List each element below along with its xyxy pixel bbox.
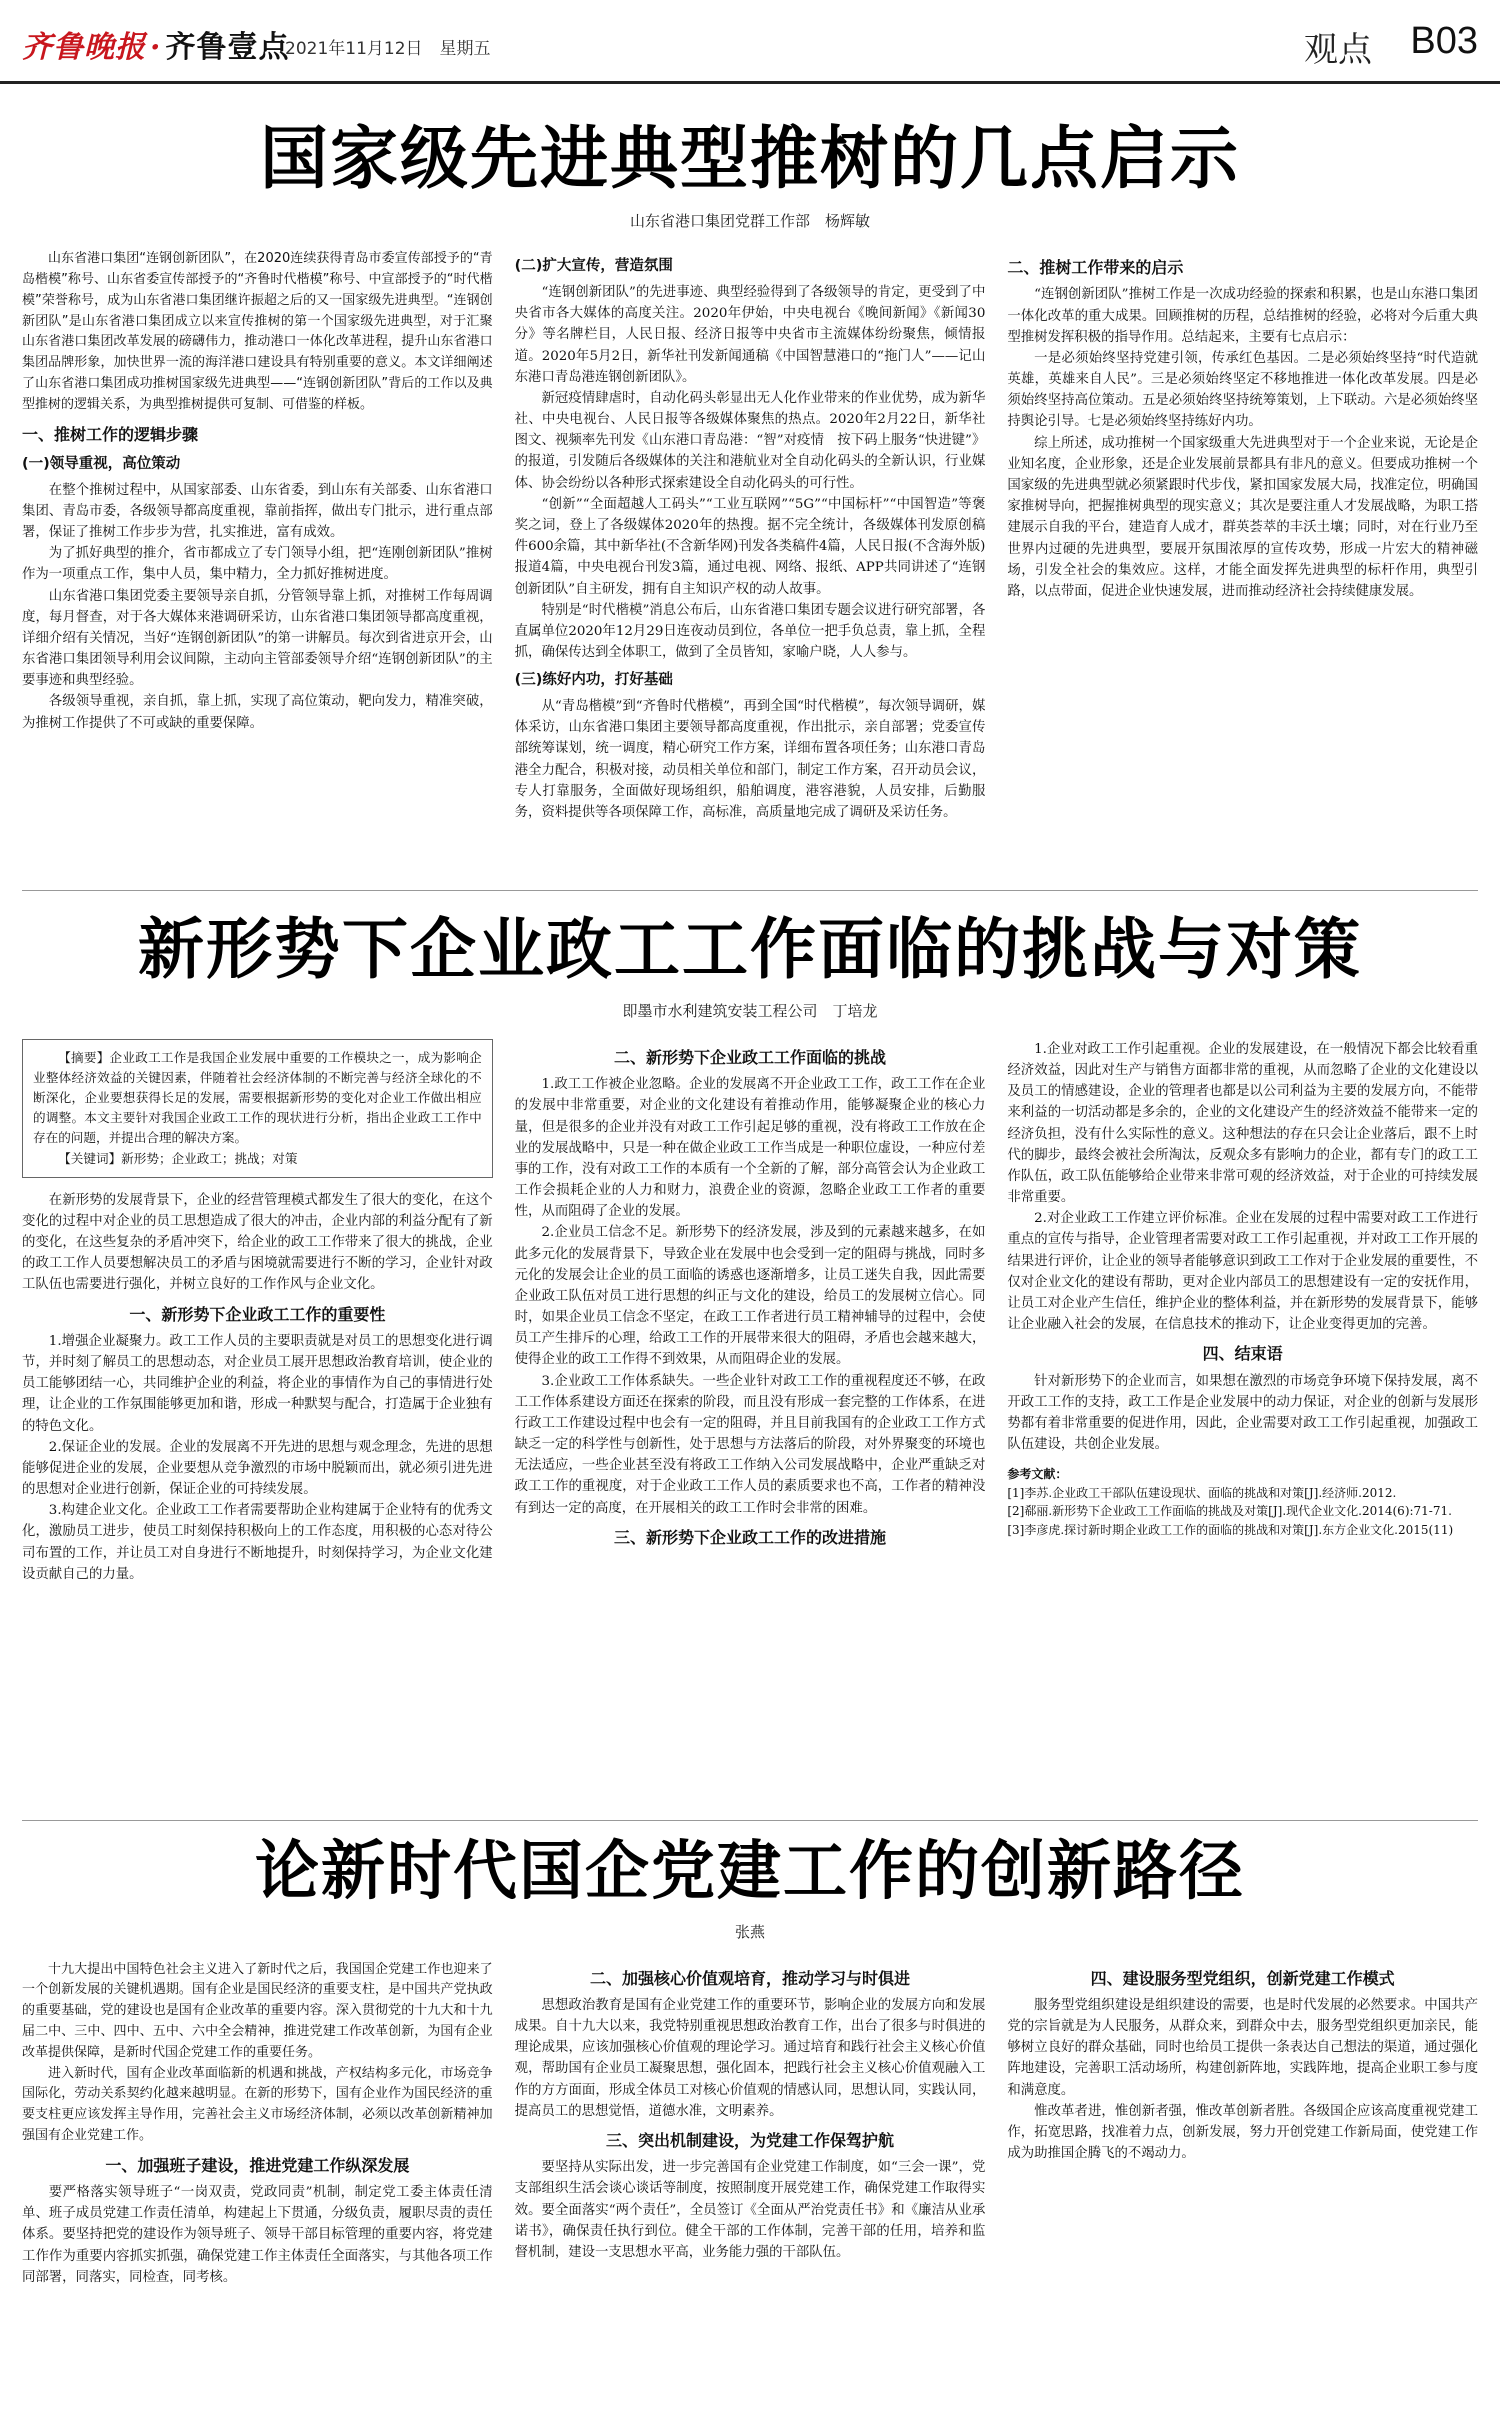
reference-item: [2]郗丽.新形势下企业政工工作面临的挑战及对策[J].现代企业文化.2014(6):71-71.	[1007, 1504, 1452, 1519]
paragraph: 新冠疫情肆虐时，自动化码头彰显出无人化作业带来的作业优势，成为新华社、中央电视台、人民日报等各级媒体聚焦的热点。2020年2月22日，新华社图文、视频率先刊发《山东港口青岛港：“智”对疫情 按下码上服务“快进键”》的报道，引发随后各级媒体的关注和港航业对全自动化码头的全新认识，行业媒体、协会纷纷以各种形式探索建设全自动化码头的可行性。	[514, 390, 986, 491]
article-2-col-1	[22, 1039, 493, 1809]
article-3-title: 论新时代国企党建工作的创新路径	[255, 1834, 1245, 1909]
paragraph: 3.企业政工工作体系缺失。一些企业针对政工工作的重视程度还不够，在政工工作体系建设方面还在探索的阶段，而且没有形成一套完整的工作体系，在进行政工工作建设过程中也会有一定的阻碍，并且目前我国有的企业政工工作方式缺乏一定的科学性与创新性，处于思想与方法落后的阶段，对外界聚变的环境也无法适应，一些企业甚至没有将政工工作纳入公司发展战略中，企业严重缺乏对政工工作的重视度，对于企业政工工作人员的素质要求也不高，工作者的精神没有到达一定的高度，在开展相关的政工工作时会非常的困难。	[514, 1373, 986, 1516]
article-3-byline: 张燕	[734, 1922, 765, 1941]
page-number: B03	[1410, 20, 1478, 62]
article-1-col-2	[515, 249, 986, 859]
sub-heading: (二)扩大宣传，营造氛围	[514, 258, 673, 275]
paragraph: 从“青岛楷模”到“齐鲁时代楷模”，再到全国“时代楷模”，每次领导调研，媒体采访，山东省港口集团主要领导都高度重视，作出批示，亲自部署；党委宣传部统筹谋划，统一调度，精心研究工作方案，详细布置各项任务；山东港口青岛港全力配合，积极对接，动员相关单位和部门，制定工作方案，召开动员会议，专人打靠服务，全面做好现场组织，船舶调度，港容港貌，人员安排，后勤服务，资料提供等各项保障工作，高标准，高质量地完成了调研及采访任务。	[514, 699, 986, 820]
section-heading: 三、突出机制建设，为党建工作保驾护航	[606, 2130, 895, 2150]
abstract-box	[22, 1039, 493, 1178]
section-heading: 四、建设服务型党组织，创新党建工作模式	[1090, 1968, 1395, 1988]
article-1-byline: 山东省港口集团党群工作部 杨辉敏	[629, 212, 870, 231]
section-heading: 二、推树工作带来的启示	[1007, 258, 1184, 278]
paragraph: “创新”“全面超越人工码头”“工业互联网”“5G”“中国标杆”“中国智造”等褒奖之词，登上了各级媒体2020年的热搜。据不完全统计，各级媒体刊发原创稿件600余篇，其中新华社(不含新华网)刊发各类稿件4篇，人民日报(不含海外版)报道4篇，中央电视台刊发3篇，通过电视、网络、报纸、APP共同讲述了“连钢创新团队”自主研发，拥有自主知识产权的动人故事。	[514, 496, 986, 597]
paragraph: 3.构建企业文化。企业政工工作者需要帮助企业构建属于企业特有的优秀文化，激励员工进步，使员工时刻保持积极向上的工作态度，用积极的心态对待公司布置的工作，并让员工对自身进行不断地提升，时刻保持学习，为企业文化建设贡献自己的力量。	[22, 1503, 493, 1582]
article-3-col-1	[22, 1960, 493, 2390]
paragraph: 特别是“时代楷模”消息公布后，山东省港口集团专题会议进行研究部署，各直属单位2020年12月29日连夜动员到位，各单位一把手负总责，靠上抓，全程抓，确保传达到全体职工，做到了全员皆知，家喻户晓，人人参与。	[514, 602, 986, 661]
paragraph: 1.企业对政工工作引起重视。企业的发展建设，在一般情况下都会比较看重经济效益，因此对生产与销售方面都非常的重视，从而忽略了企业的文化建设以及员工的情感建设，企业的管理者也都是以公司利益为主要的发展方向，不能带来利益的一切活动都是多余的，企业的文化建设产生的经济效益不能带来一定的经济负担，没有什么实际性的意义。这种想法的存在只会让企业落后，跟不上时代的脚步，最终会被社会所淘汰，反观众多有影响力的企业，都有专门的政工工作队伍，政工队伍能够给企业带来非常可观的经济效益，对于企业的可持续发展非常重要。	[1007, 1041, 1479, 1206]
issue-date: 2021年11月12日 星期五	[285, 39, 491, 59]
abstract-text: 【摘要】企业政工工作是我国企业发展中重要的工作模块之一，成为影响企业整体经济效益的关键因素，伴随着社会经济体制的不断完善与经济全球化的不断深化，企业要想获得长足的发展，需要根据新形势的变化对企业工作做出相应的调整。本文主要针对我国企业政工工作的现状进行分析，指出企业政工工作中存在的问题，并提出合理的解决方案。	[33, 1049, 482, 1146]
paragraph: 各级领导重视，亲自抓，靠上抓，实现了高位策动，靶向发力，精准突破，为推树工作提供了不可或缺的重要保障。	[22, 694, 493, 731]
references	[1007, 1465, 1478, 1539]
section-heading: 三、新形势下企业政工工作的改进措施	[614, 1527, 887, 1547]
paragraph: 思想政治教育是国有企业党建工作的重要环节，影响企业的发展方向和发展成果。自十九大以来，我党特别重视思想政治教育工作，出台了很多与时俱进的理论成果，应该加强核心价值观的理论学习。通过培育和践行社会主义核心价值观，帮助国有企业员工凝聚思想，强化固本，把践行社会主义核心价值观融入工作的方方面面，形成全体员工对核心价值观的情感认同，思想认同，实践认同，提高员工的思想觉悟，道德水准，文明素养。	[514, 1997, 986, 2119]
section-heading: 二、新形势下企业政工工作面临的挑战	[614, 1047, 887, 1067]
section-heading: 一、新形势下企业政工工作的重要性	[129, 1304, 386, 1324]
paragraph: 在新形势的发展背景下，企业的经营管理模式都发生了很大的变化，在这个变化的过程中对企业的员工思想造成了很大的冲击，企业内部的利益分配有了新的变化，在这些复杂的矛盾冲突下，给企业的政工工作带来了很大的挑战，企业的政工工作人员要想解决员工的矛盾与困境就需要进行不断的学习，企业针对政工队伍也需要进行强化，并树立良好的工作作风与企业文化。	[22, 1192, 493, 1293]
article-1-lead: 山东省港口集团“连钢创新团队”，在2020连续获得青岛市委宣传部授予的“青岛楷模”称号、山东省委宣传部授予的“齐鲁时代楷模”称号、中宣部授予的“时代楷模”荣誉称号，成为山东省港口集团继许振超之后的又一国家级先进典型。“连钢创新团队”是山东省港口集团成立以来宣传推树的第一个国家级先进典型，对于汇聚山东省港口集团改革发展的磅礴伟力，推动港口一体化改革进程，提升山东省港口集团品牌形象，加快世界一流的海洋港口建设具有特别重要的意义。本文详细阐述了山东省港口集团成功推树国家级先进典型——“连钢创新团队”背后的工作以及典型推树的逻辑关系，为典型推树提供可复制、可借鉴的样板。	[22, 251, 493, 412]
article-2-title: 新形势下企业政工工作面临的挑战与对策	[138, 910, 1362, 988]
article-2-col-3	[1007, 1039, 1478, 1809]
article-1-col-3	[1007, 249, 1478, 859]
masthead	[0, 0, 1500, 84]
article-1-col-1	[22, 249, 493, 859]
paragraph: 综上所述，成功推树一个国家级重大先进典型对于一个企业来说，无论是企业知名度，企业形象，还是企业发展前景都具有非凡的意义。但要成功推树一个国家级的先进典型就必须紧跟时代步伐，紧扣国家发展大局，找准定位，明确国家推树导向，把握推树典型的现实意义；其次是要注重人才发展战略，为职工搭建展示自我的平台，建造育人成才，群英荟萃的丰沃土壤；同时，对在行业乃至世界内过硬的先进典型，要展开氛围浓厚的宣传攻势，形成一片宏大的精神磁场，引发全社会的集效应。这样，才能全面发挥先进典型的标杆作用，典型引路，以点带面，促进企业快速发展，进而推动经济社会持续健康发展。	[1007, 435, 1479, 599]
paragraph: 要严格落实领导班子“一岗双责，党政同责”机制，制定党工委主体责任清单、班子成员党建工作责任清单，构建起上下贯通，分级负责，履职尽责的责任体系。要坚持把党的建设作为领导班子、领导干部目标管理的重要内容，将党建工作作为重要内容抓实抓强，确保党建工作主体责任全面落实，与其他各项工作同部署，同落实，同检查，同考核。	[22, 2185, 493, 2285]
paragraph: 一是必须始终坚持党建引领，传承红色基因。二是必须始终坚持“时代造就英雄，英雄来自人民”。三是必须始终坚定不移地推进一体化改革发展。四是必须始终坚持高位策动。五是必须始终坚持统筹策划，上下联动。六是必须始终坚持舆论引导。七是必须始终坚持练好内功。	[1007, 350, 1479, 430]
paragraph: 2.保证企业的发展。企业的发展离不开先进的思想与观念理念，先进的思想能够促进企业的发展，企业要想从竞争激烈的市场中脱颖而出，就必须引进先进的思想对企业进行创新，保证企业的可持续发展。	[22, 1439, 493, 1498]
paragraph: 2.企业员工信念不足。新形势下的经济发展，涉及到的元素越来越多，在如此多元化的发展背景下，导致企业在发展中也会受到一定的阻碍与挑战，同时多元化的发展会让企业的员工面临的诱惑也逐渐增多，让员工迷失自我，因此需要企业政工队伍对员工进行思想的纠正与文化的建设，给员工的发展树立信心。同时，如果企业员工信念不坚定，在政工工作者进行员工精神辅导的过程中，会使员工产生排斥的心理，给政工工作的开展带来很大的阻碍，矛盾也会越来越大，使得企业的政工工作得不到效果，从而阻碍企业的发展。	[514, 1225, 986, 1368]
paragraph: “连钢创新团队”的先进事迹、典型经验得到了各级领导的肯定，更受到了中央省市各大媒体的高度关注。2020年伊始，中央电视台《晚间新闻》《新闻30分》等名牌栏目，人民日报、经济日报等中央省市主流媒体纷纷聚焦，倾情报道。2020年5月2日，新华社刊发新闻通稿《中国智慧港口的“拖门人”——记山东港口青岛港连钢创新团队》。	[514, 285, 986, 385]
divider	[22, 890, 1478, 891]
paragraph: 惟改革者进，惟创新者强，惟改革创新者胜。各级国企应该高度重视党建工作，拓宽思路，找准着力点，创新发展，努力开创党建工作新局面，使党建工作成为助推国企腾飞的不竭动力。	[1007, 2103, 1479, 2162]
section-tag: 观点	[1304, 30, 1372, 70]
article-2	[22, 912, 1478, 1812]
article-1	[22, 120, 1478, 880]
article-3-col-2	[515, 1960, 986, 2390]
paragraph: 为了抓好典型的推介，省市都成立了专门领导小组，把“连刚创新团队”推树作为一项重点工作，集中人员，集中精力，全力抓好推树进度。	[22, 546, 493, 583]
article-1-title: 国家级先进典型推树的几点启示	[259, 119, 1240, 199]
article-3	[22, 1835, 1478, 2405]
article-2-byline: 即墨市水利建筑安装工程公司 丁培龙	[622, 1001, 878, 1020]
article-3-lead-2: 进入新时代，国有企业改革面临新的机遇和挑战，产权结构多元化，市场竞争国际化，劳动关系契约化越来越明显。在新的形势下，国有企业作为国民经济的重要支柱更应该发挥主导作用，完善社会主义市场经济体制，必须以改革创新精神加强国有企业党建工作。	[22, 2065, 493, 2143]
section-heading: 一、推树工作的逻辑步骤	[22, 424, 199, 444]
paragraph: 在整个推树过程中，从国家部委、山东省委，到山东有关部委、山东省港口集团、青岛市委，各级领导都高度重视，靠前指挥，做出专门批示，进行重点部署，保证了推树工作步步为营，扎实推进，富有成效。	[22, 482, 493, 541]
article-2-col-2	[515, 1039, 986, 1809]
sub-heading: (三)练好内功，打好基础	[514, 672, 673, 689]
paragraph: 要坚持从实际出发，进一步完善国有企业党建工作制度，如“三会一课”，党支部组织生活会谈心谈话等制度，按照制度开展党建工作，确保党建工作取得实效。要全面落实“两个责任”，全员签订《全面从严治党责任书》和《廉洁从业承诺书》，确保责任执行到位。健全干部的工作体制，完善干部的任用，培养和监督机制，建设一支思想水平高，业务能力强的干部队伍。	[514, 2160, 986, 2260]
paragraph: 2.对企业政工工作建立评价标准。企业在发展的过程中需要对政工工作进行重点的宣传与指导，企业管理者需要对政工工作引起重视，并对政工工作开展的结果进行评价，让企业的领导者能够意识到政工工作对于企业发展的重要性，不仅对企业文化的建设有帮助，更对企业内部员工的思想建设有一定的安抚作用，让员工对企业产生信任，维护企业的整体利益，并在新形势的发展背景下，能够让企业融入社会的发展，在信息技术的推动下，让企业变得更加的完善。	[1007, 1211, 1479, 1333]
paragraph: 针对新形势下的企业而言，如果想在激烈的市场竞争环境下保持发展，离不开政工工作的支持，政工工作是企业发展中的动力保证，对企业的创新与发展形势都有着非常重要的促进作用，因此，企业需要对政工工作引起重视，加强政工队伍建设，共创企业发展。	[1007, 1373, 1479, 1453]
paragraph: 服务型党组织建设是组织建设的需要，也是时代发展的必然要求。中国共产党的宗旨就是为人民服务，从群众来，到群众中去，服务型党组织更加亲民，能够树立良好的群众基础，同时也给员工提供一条表达自己想法的渠道，通过强化阵地建设，完善职工活动场所，构建创新阵地，实践阵地，提高企业职工参与度和满意度。	[1007, 1997, 1479, 2098]
section-heading: 二、加强核心价值观培育，推动学习与时俱进	[590, 1968, 911, 1988]
paragraph: 1.政工工作被企业忽略。企业的发展离不开企业政工工作，政工工作在企业的发展中非常重要，对企业的文化建设有着推动作用，能够凝聚企业的核心力量，但是很多的企业并没有对政工工作引起足够的重视，没有将政工工作放在企业的发展战略中，只是一种在做企业政工工作当成是一种职位虚设，一种应付差事的工作，没有对政工工作的本质有一个全新的了解，部分高管会认为企业政工工作会损耗企业的人力和财力，浪费企业的资源，忽略企业政工工作者的重要性，从而阻碍了企业的发展。	[514, 1077, 986, 1220]
article-3-lead: 十九大提出中国特色社会主义进入了新时代之后，我国国企党建工作也迎来了一个创新发展的关键机遇期。国有企业是国民经济的重要支柱，是中国共产党执政的重要基础，党的建设也是国有企业改革的重要内容。深入贯彻党的十九大和十九届二中、三中、四中、五中、六中全会精神，推进党建工作改革创新，为国有企业改革提供保障，是新时代国企党建工作的重要任务。	[22, 1961, 493, 2060]
reference-item: [1]李苏.企业政工干部队伍建设现状、面临的挑战和对策[J].经济师.2012.	[1007, 1485, 1397, 1500]
article-3-col-3	[1007, 1960, 1478, 2390]
section-heading: 一、加强班子建设，推进党建工作纵深发展	[105, 2155, 410, 2175]
reference-item: [3]李彦虎.探讨新时期企业政工工作的面临的挑战和对策[J].东方企业文化.2015(11)	[1007, 1523, 1454, 1538]
sub-heading: (一)领导重视，高位策动	[22, 455, 181, 472]
paragraph: “连钢创新团队”推树工作是一次成功经验的探索和积累，也是山东港口集团一体化改革的重大成果。回顾推树的历程，总结推树的经验，必将对今后重大典型推树发挥积极的指导作用。总结起来，主要有七点启示：	[1007, 287, 1479, 345]
paragraph: 1.增强企业凝聚力。政工工作人员的主要职责就是对员工的思想变化进行调节，并时刻了解员工的思想动态，对企业员工展开思想政治教育培训，使企业的员工能够团结一心，共同维护企业的利益，将企业的事情作为自己的事情进行处理，让企业的工作氛围能够更加和谐，形成一种默契与配合，打造属于企业独有的特色文化。	[22, 1333, 493, 1434]
keywords: 【关键词】新形势；企业政工；挑战；对策	[58, 1150, 298, 1166]
references-title: 参考文献：	[1007, 1467, 1068, 1482]
section-heading: 四、结束语	[1202, 1344, 1283, 1364]
divider	[22, 1820, 1478, 1821]
newspaper-logo: 齐鲁晚报 · 齐鲁壹点	[22, 30, 290, 65]
logo-sub: 齐鲁壹点	[165, 30, 290, 65]
logo-name: 齐鲁晚报	[22, 30, 146, 65]
paragraph: 山东省港口集团党委主要领导亲自抓，分管领导靠上抓，对推树工作每周调度，每月督查，对于各大媒体来港调研采访，山东省港口集团领导都高度重视，详细介绍有关情况，当好“连钢创新团队”的第一讲解员。每次到省进京开会，山东省港口集团领导利用会议间隙，主动向主管部委领导介绍“连钢创新团队”的主要事迹和典型经验。	[22, 588, 493, 689]
